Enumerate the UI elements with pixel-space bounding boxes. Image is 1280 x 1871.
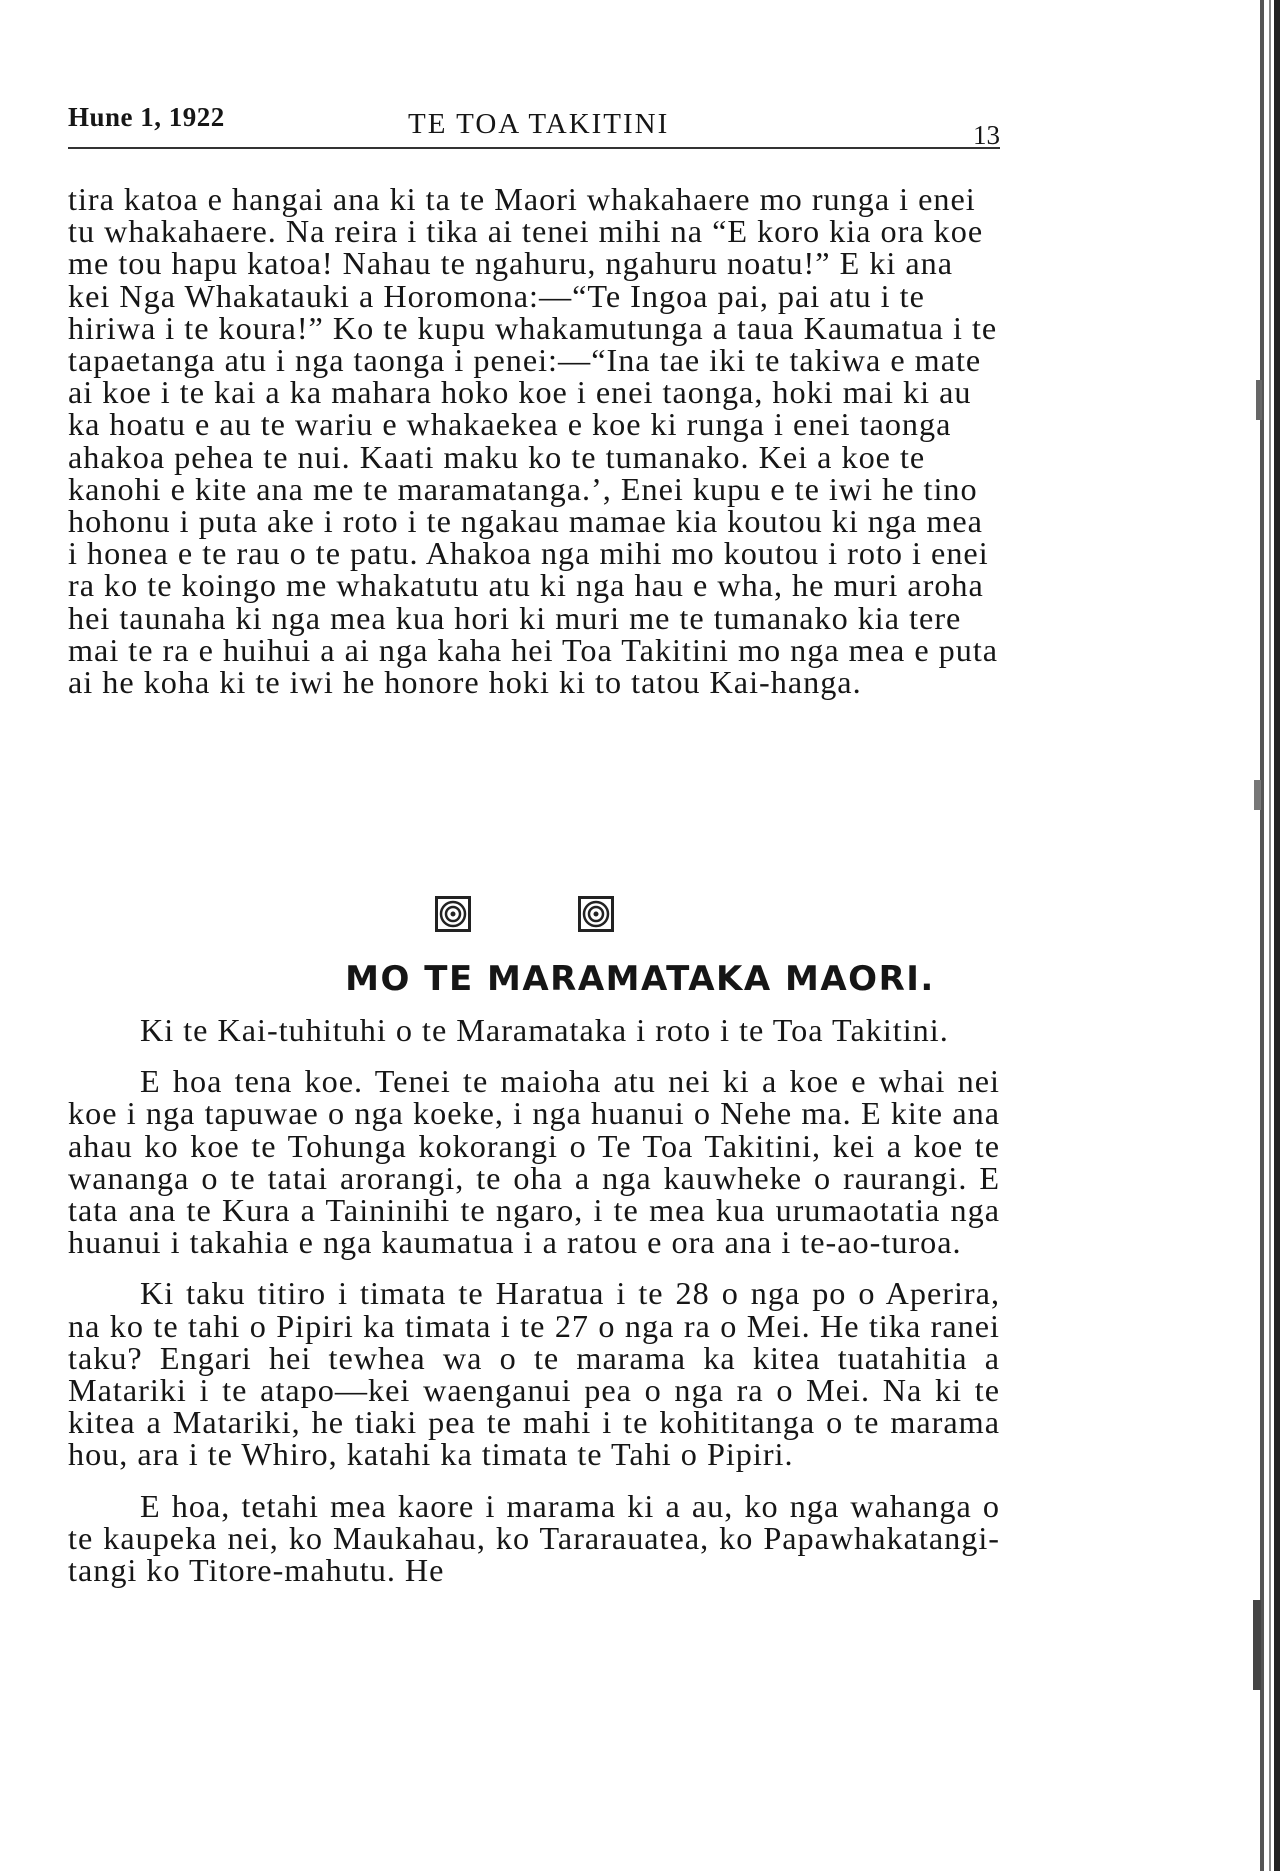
article-paragraph: tira katoa e hangai ana ki ta te Maori whakahaere mo runga i enei tu whakahaere. Na reira i tika ai tenei mihi na “E koro kia ora koe me tou hapu katoa! Nahau te ngahuru, ngahuru noatu!” E ki ana kei Nga Whakatauki a Horomona:—“Te Ingoa pai, pai atu i te hiriwa i te koura!” Ko te kupu whakamutunga a taua Kaumatua i te tapaetanga atu i nga taonga i penei:—“Ina tae iki te takiwa e mate ai koe i te kai a ka mahara hoko koe i enei taonga, hoki mai ki au ka hoatu e au te wariu e whakaekea e koe ki runga i enei taonga ahakoa pehea te nui. Kaati maku ko te tumanako. Kei a koe te kanohi e kite ana me te maramatanga.’, Enei kupu e te iwi he tino hohonu i puta ake i roto i te ngakau mamae kia koutou ki nga mea i honea e te rau o te patu. Ahakoa nga mihi mo koutou i roto i enei ra ko te koingo me whakatutu atu ki nga hau e wha, he muri aroha hei taunaha ki nga mea kua hori ki muri me te tumanako kia tere mai te ra e huihui a ai nga kaha hei Toa Takitini mo nga mea e puta ai he koha ki te iwi he honore hoki ki to tatou Kai-hanga. — [68, 181, 999, 701]
running-head — [68, 98, 1000, 150]
page-number: 13 — [973, 120, 1000, 150]
letter-body — [68, 1012, 1000, 1589]
letter-paragraph: E hoa tena koe. Tenei te maioha atu nei ki a koe e whai nei koe i nga tapuwae o nga koeke, i nga huanui o Nehe ma. E kite ana ahau ko koe te Tohunga kokorangi o Te Toa Takitini, kei a koe te wananga o te tatai arorangi, te oha a nga kauwheke o raurangi. E tata ana te Kura a Taininihi te ngaro, i te mea kua urumaotatia nga huanui i takahia e nga kaumatua i a ratou e ora ana i te-ao-turoa. — [68, 1063, 1000, 1261]
publication-title: TE TOA TAKITINI — [408, 108, 670, 140]
section-heading: MO TE MARAMATAKA MAORI. — [345, 959, 935, 999]
letter-address: Ki te Kai-tuhituhi o te Maramataka i roto i te Toa Takitini. — [140, 1012, 949, 1048]
spiral-ornament-icon — [578, 896, 614, 932]
letter-paragraph: Ki taku titiro i timata te Haratua i te 28 o nga po o Aperira, na ko te tahi o Pipiri ka timata i te 27 o nga ra o Mei. He tika ranei taku? Engari hei tewhea wa o te marama ka kitea tuatahitia a Matariki i te atapo—kei waenganui pea o nga ra o Mei. Na ki te kitea a Matariki, he tiaki pea te mahi i te kohititanga o te marama hou, ara i te Whiro, katahi ka timata te Tahi o Pipiri. — [68, 1275, 1000, 1473]
letter-paragraph: E hoa, tetahi mea kaore i marama ki a au, ko nga wahanga o te kaupeka nei, ko Maukahau, ko Tararauatea, ko Papawhakatangi-tangi ko Titore-mahutu. He — [68, 1487, 1000, 1589]
spiral-ornament-icon — [435, 896, 471, 932]
issue-date: Hune 1, 1922 — [68, 102, 225, 132]
section-ornaments — [0, 896, 1280, 936]
header-rule — [68, 147, 1000, 149]
continued-article — [68, 181, 1000, 701]
